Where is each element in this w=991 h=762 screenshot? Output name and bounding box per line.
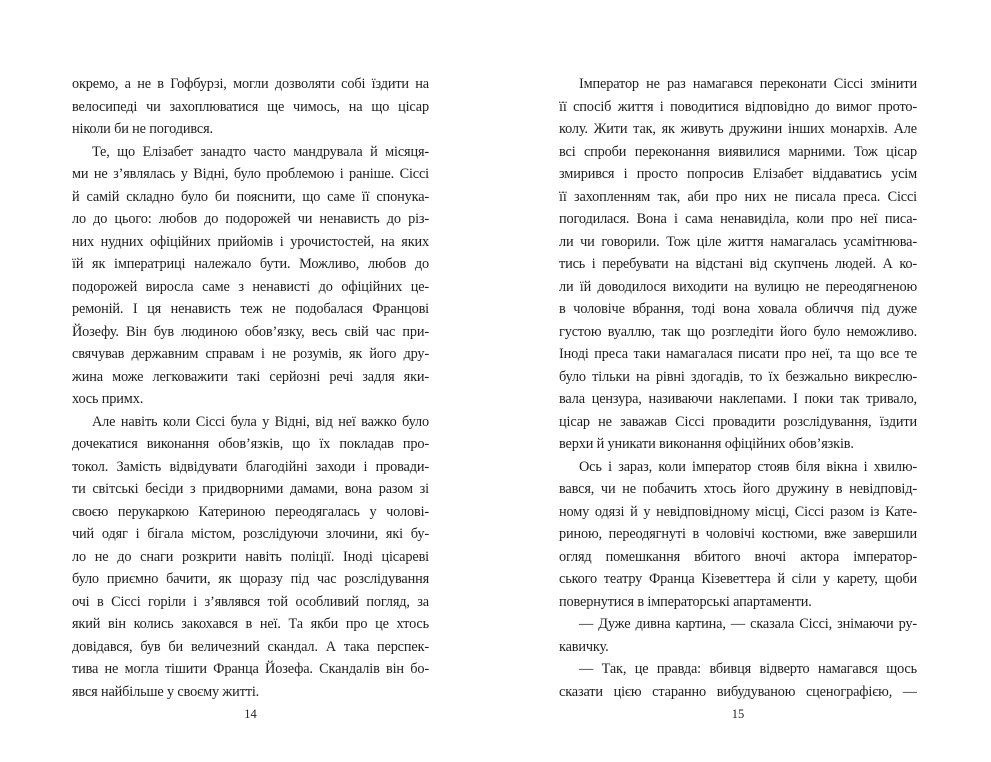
text-line: ми не з’являлась у Відні, було проблемою і раніше. Сіссі bbox=[72, 166, 429, 182]
page-number-left: 14 bbox=[244, 707, 257, 721]
text-line: сказати цією старанно вибудуваною сценографією, — bbox=[559, 683, 917, 700]
text-line: Йозефу. Він був людиною обов’язку, весь свій час при- bbox=[72, 323, 429, 340]
text-line: ніколи би не погодився. bbox=[72, 121, 213, 137]
text-line: очі в Сіссі горіли і з’являвся той особливий погляд, за bbox=[72, 593, 429, 610]
paragraph bbox=[559, 613, 917, 658]
text-line: погодилася. Вона і сама ненавиділа, коли про неї писа- bbox=[559, 211, 917, 227]
text-line: ному одязі й у невідповідному місці, Сіссі разом із Кате- bbox=[559, 503, 917, 520]
text-line: ло не до снаги розкрити навіть поліції. Іноді цісареві bbox=[72, 548, 429, 565]
page-number-right: 15 bbox=[731, 707, 745, 721]
text-line: хось примх. bbox=[72, 391, 144, 407]
text-line: колу. Жити так, як живуть дружини інших монархів. Але bbox=[559, 121, 917, 137]
text-line: Ось і зараз, коли імператор стояв біля вікна і хвилю- bbox=[579, 458, 917, 475]
text-line: ського театру Франца Кізеветтера й сіли у карету, щоби bbox=[559, 571, 917, 587]
text-line: верхи й уникати виконання офіційних обов’язків. bbox=[559, 436, 854, 452]
text-line: ли їй доводилося виходити на вулицю не переодягненою bbox=[559, 278, 917, 295]
text-line: огляд помешкання вбитого вночі актора імператор- bbox=[559, 548, 917, 565]
text-line: Те, що Елізабет занадто часто мандрувала й місяця- bbox=[92, 143, 429, 160]
text-line: Іноді преса таки намагалася писати про неї, та що все те bbox=[559, 346, 917, 362]
text-line: ти світські бесіди з придворними дамами, вона разом зі bbox=[72, 481, 429, 497]
text-line: подорожей виросла саме з ненависті до офіційних це- bbox=[72, 278, 429, 295]
text-line: вався, чи не побачить хтось його дружину в невідповід- bbox=[559, 481, 917, 497]
text-line: змирився і просто попросив Елізабет віддаватись усім bbox=[559, 166, 917, 182]
text-line: жина може легковажити такі серйозні речі задля яки- bbox=[72, 368, 429, 385]
text-line: велосипеді чи захоплюватися ще чимось, на що цісар bbox=[72, 98, 429, 115]
text-line: в чоловіче вбрання, тоді вона ховала обличчя під дуже bbox=[559, 301, 917, 317]
text-line: токол. Замість відвідувати благодійні заходи і провади- bbox=[72, 458, 429, 475]
text-line: — Так, це правда: вбивця відверто намагався щось bbox=[579, 661, 917, 677]
text-line: густою вуаллю, так що розгледіти його було неможливо. bbox=[559, 323, 917, 340]
book-page-right bbox=[495, 0, 991, 762]
paragraph bbox=[72, 73, 429, 141]
text-line: було тільки на рівні здогадів, то їх безжально викреслю- bbox=[559, 368, 917, 385]
text-line: цісар не заважав Сіссі провадити розслідування, їздити bbox=[559, 413, 917, 430]
text-line: довідався, був би величезний скандал. А така перспек- bbox=[72, 638, 429, 655]
text-line: чий одяг і бігала містом, розслідуючи злочини, які бу- bbox=[72, 526, 429, 542]
text-line: повернутися в імператорські апартаменти. bbox=[559, 593, 812, 610]
text-line: її захопленням так, аби про них не писала преса. Сіссі bbox=[559, 188, 917, 205]
book-page-left bbox=[0, 0, 495, 762]
text-line: ли чи говорили. Тож ціле життя намагалась усамітнюва- bbox=[559, 233, 917, 250]
paragraph bbox=[559, 456, 917, 614]
text-line: ремоній. І ця ненависть теж не подобалася Францові bbox=[72, 301, 429, 317]
text-line: риною, переодягнуті в чоловічі костюми, вже завершили bbox=[559, 526, 917, 542]
paragraph bbox=[559, 658, 917, 703]
page-text-column-right bbox=[559, 73, 917, 703]
text-line: своєю перукаркою Катериною переодягалась у чолові- bbox=[72, 503, 429, 520]
text-line: тись і перебувати на відстані від скупчень людей. А ко- bbox=[559, 256, 917, 272]
page-text-column-left bbox=[72, 73, 429, 703]
text-line: було приємно бачити, як щоразу під час розслідування bbox=[72, 571, 429, 587]
text-line: Імператор не раз намагався переконати Сіссі змінити bbox=[579, 76, 917, 92]
paragraph bbox=[72, 141, 429, 411]
paragraph bbox=[559, 73, 917, 456]
text-line: явся найбільше у своєму житті. bbox=[72, 683, 260, 700]
text-line: тива не могла тішити Франца Йозефа. Скандалів він бо- bbox=[72, 661, 429, 677]
text-line: кавичку. bbox=[559, 638, 609, 655]
text-line: всі спроби переконання виявилися марними. Тож цісар bbox=[559, 143, 917, 160]
text-line: ло до цього: любов до подорожей чи ненависть до різ- bbox=[72, 211, 429, 227]
text-line: Але навіть коли Сіссі була у Відні, від неї важко було bbox=[92, 413, 429, 430]
text-line: її спосіб життя і поводитися відповідно до вимог прото- bbox=[559, 98, 917, 115]
text-line: окремо, а не в Гофбурзі, могли дозволяти собі їздити на bbox=[72, 76, 429, 92]
paragraph bbox=[72, 411, 429, 704]
text-line: свячував державним справам і не розумів, як його дру- bbox=[72, 346, 429, 362]
text-line: дочекатися виконання обов’язків, що їх покладав про- bbox=[72, 436, 429, 452]
text-line: їй як імператриці належало бути. Можливо, любов до bbox=[72, 256, 429, 272]
text-line: який він колись закохався в неї. Та якби про це хтось bbox=[72, 616, 429, 632]
text-line: вала цензура, називаючи наклепами. І поки так тривало, bbox=[559, 391, 917, 407]
text-line: й самій складно було би пояснити, що саме її спонука- bbox=[72, 188, 429, 205]
text-line: — Дуже дивна картина, — сказала Сіссі, знімаючи ру- bbox=[579, 616, 917, 632]
text-line: них нудних офіційних прийомів і урочистостей, на яких bbox=[72, 233, 429, 250]
